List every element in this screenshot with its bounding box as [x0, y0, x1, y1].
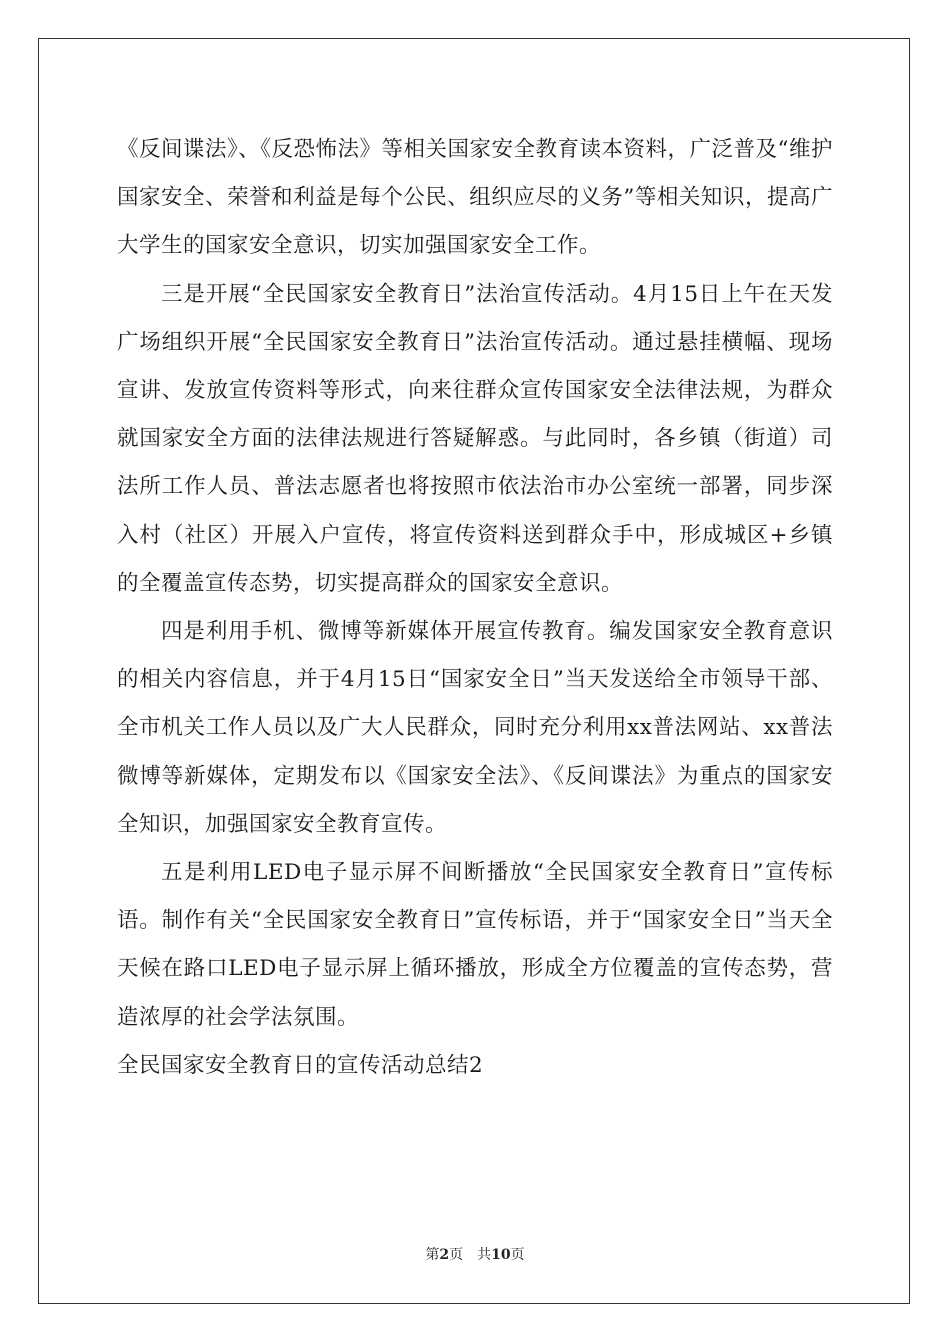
- page-suffix: 页: [449, 1247, 464, 1263]
- paragraph-item-3: 三是开展“全民国家安全教育日”法治宣传活动。4月15日上午在天发广场组织开展“全民国家安全教育日”法治宣传活动。通过悬挂横幅、现场宣讲、发放宣传资料等形式，向来往群众宣传国家安全法律法规，为群众就国家安全方面的法律法规进行答疑解惑。与此同时，各乡镇（街道）司法所工作人员、普法志愿者也将按照市依法治市办公室统一部署，同步深入村（社区）开展入户宣传，将宣传资料送到群众手中，形成城区+乡镇的全覆盖宣传态势，切实提高群众的国家安全意识。: [117, 281, 833, 596]
- paragraph-continued: 《反间谍法》、《反恐怖法》等相关国家安全教育读本资料，广泛普及“维护国家安全、荣誉和利益是每个公民、组织应尽的义务”等相关知识，提高广大学生的国家安全意识，切实加强国家安全工作。: [117, 137, 833, 259]
- page-current: 2: [439, 1247, 450, 1263]
- paragraph-item-4: 四是利用手机、微博等新媒体开展宣传教育。编发国家安全教育意识的相关内容信息，并于4月15日“国家安全日”当天发送给全市领导干部、全市机关工作人员以及广大人民群众，同时充分利用xx普法网站、xx普法微博等新媒体，定期发布以《国家安全法》、《反间谍法》为重点的国家安全知识，加强国家安全教育宣传。: [117, 619, 833, 837]
- paragraph-item-5: 五是利用LED电子显示屏不间断播放“全民国家安全教育日”宣传标语。制作有关“全民国家安全教育日”宣传标语，并于“国家安全日”当天全天候在路口LED电子显示屏上循环播放，形成全方位覆盖的宣传态势，营造浓厚的社会学法氛围。: [117, 860, 833, 1030]
- document-body: [117, 126, 833, 1090]
- section-heading: 全民国家安全教育日的宣传活动总结2: [117, 1052, 484, 1078]
- total-suffix: 页: [510, 1247, 525, 1263]
- page-total: 10: [491, 1247, 511, 1263]
- page-prefix: 第: [425, 1247, 440, 1263]
- total-prefix: 共: [477, 1247, 492, 1263]
- page-footer: [0, 1244, 950, 1264]
